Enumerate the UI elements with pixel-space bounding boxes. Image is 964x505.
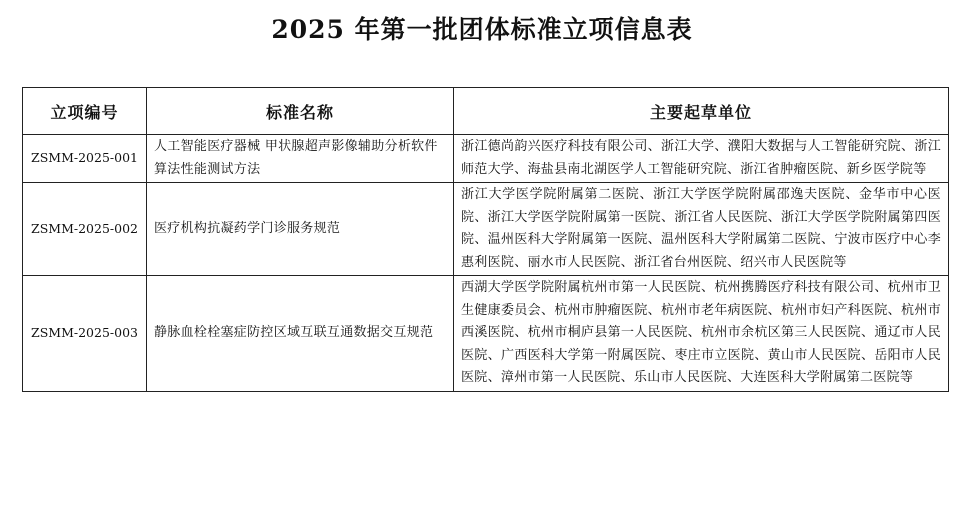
header-drafting-units: 主要起草单位 — [454, 88, 949, 135]
standard-name-cell: 静脉血栓栓塞症防控区域互联互通数据交互规范 — [147, 276, 454, 392]
project-id-cell: ZSMM-2025-001 — [23, 135, 147, 183]
drafting-units-cell: 浙江大学医学院附属第二医院、浙江大学医学院附属邵逸夫医院、金华市中心医院、浙江大学医学院附属第一医院、浙江省人民医院、浙江大学医学院附属第四医院、温州医科大学附属第一医院、温州医科大学附属第二医院、宁波市医疗中心李惠利医院、丽水市人民医院、浙江省台州医院、绍兴市人民医院等 — [454, 183, 949, 276]
standard-name-cell: 人工智能医疗器械 甲状腺超声影像辅助分析软件 算法性能测试方法 — [147, 135, 454, 183]
table-header-row — [23, 88, 949, 135]
project-id-cell: ZSMM-2025-003 — [23, 276, 147, 392]
standards-table — [22, 87, 949, 392]
drafting-units-cell: 西湖大学医学院附属杭州市第一人民医院、杭州携腾医疗科技有限公司、杭州市卫生健康委员会、杭州市肿瘤医院、杭州市老年病医院、杭州市妇产科医院、杭州市西溪医院、杭州市桐庐县第一人民医院、杭州市余杭区第三人民医院、通辽市人民医院、广西医科大学第一附属医院、枣庄市立医院、黄山市人民医院、岳阳市人民医院、漳州市第一人民医院、乐山市人民医院、大连医科大学附属第二医院等 — [454, 276, 949, 392]
table-row — [23, 276, 949, 392]
table-row — [23, 135, 949, 183]
project-id-cell: ZSMM-2025-002 — [23, 183, 147, 276]
standard-name-cell: 医疗机构抗凝药学门诊服务规范 — [147, 183, 454, 276]
page-title: 2025 年第一批团体标准立项信息表 — [271, 15, 693, 44]
drafting-units-cell: 浙江德尚韵兴医疗科技有限公司、浙江大学、濮阳大数据与人工智能研究院、浙江师范大学、海盐县南北湖医学人工智能研究院、浙江省肿瘤医院、新乡医学院等 — [454, 135, 949, 183]
table-row — [23, 183, 949, 276]
header-project-id: 立项编号 — [23, 88, 147, 135]
header-standard-name: 标准名称 — [147, 88, 454, 135]
